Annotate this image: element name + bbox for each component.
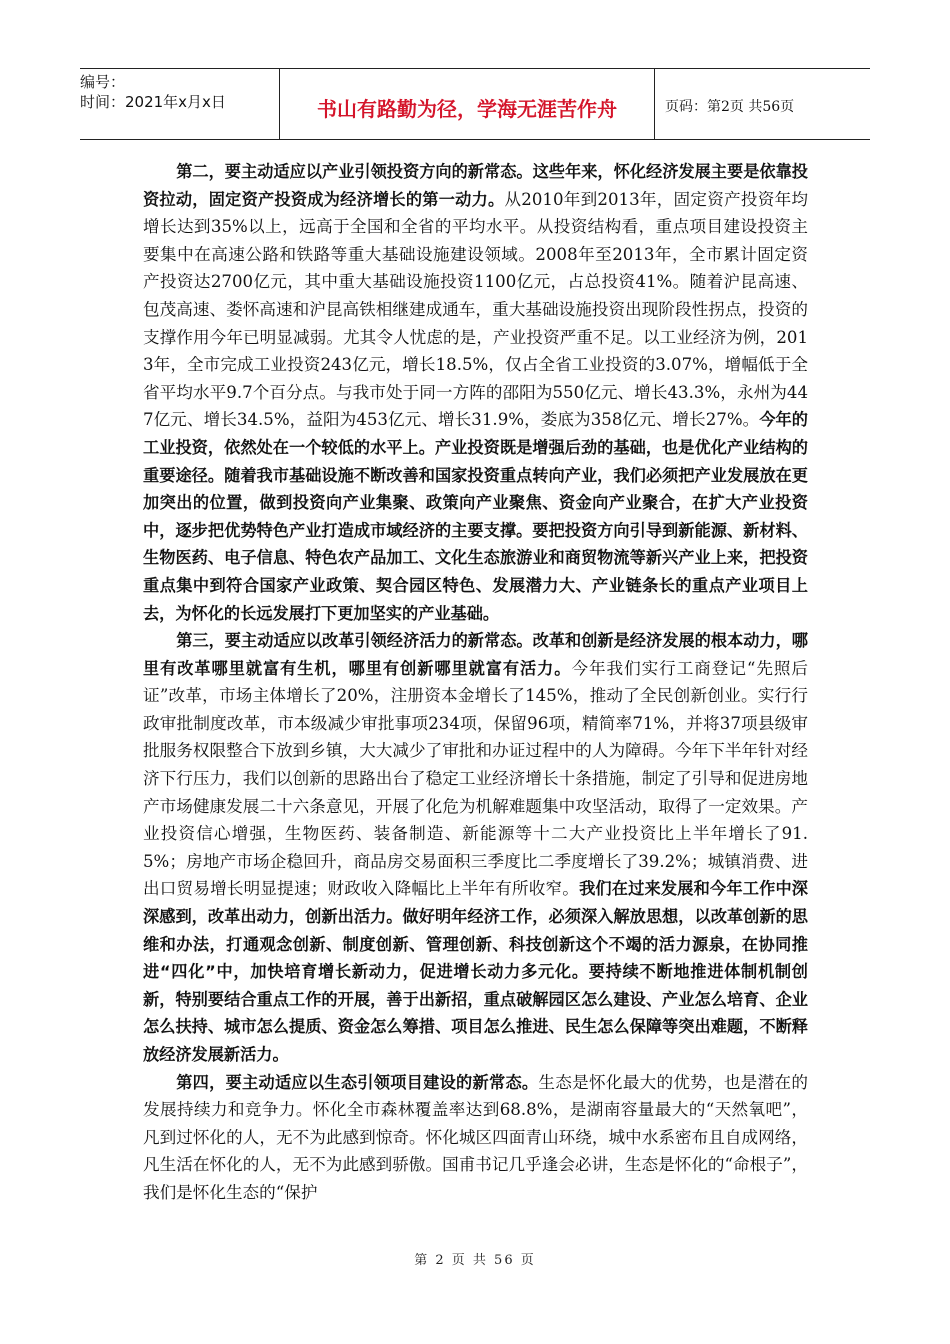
paragraph-2-lead: 第二，要主动适应以产业引领投资方向的新常态。这些年来，怀化经济发展主要是依靠投资拉动，固定资产投资成为经济增长的第一动力。 [143, 162, 808, 209]
header-motto: 书山有路勤为径，学海无涯苦作舟 [280, 69, 655, 139]
time-label: 时间：2021年x月x日 [80, 93, 226, 111]
header-page-info: 页码：第2页 共56页 [665, 99, 795, 115]
serial-label: 编号： [80, 73, 126, 91]
page-footer: 第 2 页 共 56 页 [414, 1253, 536, 1268]
paragraph-3-body: 今年我们实行工商登记“先照后证”改革，市场主体增长了20%，注册资本金增长了145%，推动了全民创新创业。实行行政审批制度改革，市本级减少审批事项234项，保留96项，精简率71%，并将37项县级审批服务权限整合下放到乡镇，大大减少了审批和办证过程中的人为障碍。今年下半年针对经济下行压力，我们以创新的思路出台了稳定工业经济增长十条措施，制定了引导和促进房地产市场健康发展二十六条意见，开展了化危为机解难题集中攻坚活动，取得了一定效果。产业投资信心增强，生物医药、装备制造、新能源等十二大产业投资比上半年增长了91.5%；房地产市场企稳回升，商品房交易面积三季度比二季度增长了39.2%；城镇消费、进出口贸易增长明显提速；财政收入降幅比上半年有所收窄。 [143, 658, 809, 899]
paragraph-4-body: 生态是怀化最大的优势，也是潜在的发展持续力和竞争力。怀化全市森林覆盖率达到68.8%，是湖南容量最大的“天然氧吧”，凡到过怀化的人，无不为此感到惊奇。怀化城区四面青山环绕，城中水系密布且自成网络，凡生活在怀化的人，无不为此感到骄傲。国甫书记几乎逢会必讲，生态是怀化的“命根子”，我们是怀化生态的“保护 [143, 1072, 809, 1202]
paragraph-3 [143, 627, 808, 1069]
paragraph-4-lead: 第四，要主动适应以生态引领项目建设的新常态。 [176, 1072, 539, 1092]
paragraph-4 [143, 1069, 808, 1207]
paragraph-2-body: 从2010年到2013年，固定资产投资年均增长达到35%以上，远高于全国和全省的平均水平。从投资结构看，重点项目建设投资主要集中在高速公路和铁路等重大基础设施建设领域。2008年至2013年，全市累计固定资产投资达2700亿元，其中重大基础设施投资1100亿元，占总投资41%。随着沪昆高速、包茂高速、娄怀高速和沪昆高铁相继建成通车，重大基础设施投资出现阶段性拐点，投资的支撑作用今年已明显减弱。尤其令人忧虑的是，产业投资严重不足。以工业经济为例，2013年，全市完成工业投资243亿元，增长18.5%，仅占全省工业投资的3.07%，增幅低于全省平均水平9.7个百分点。与我市处于同一方阵的邵阳为550亿元、增长43.3%，永州为447亿元、增长34.5%，益阳为453亿元、增长31.9%，娄底为358亿元、增长27%。 [143, 189, 808, 430]
header-meta [80, 69, 280, 139]
paragraph-3-lead: 第三，要主动适应以改革引领经济活力的新常态。改革和创新是经济发展的根本动力，哪里有改革哪里就富有生机，哪里有创新哪里就富有活力。 [143, 631, 808, 678]
paragraph-2 [143, 158, 808, 627]
page-header [80, 68, 870, 140]
paragraph-3-emphasis: 我们在过来发展和今年工作中深深感到，改革出动力，创新出活力。做好明年经济工作，必须深入解放思想，以改革创新的思维和办法，打通观念创新、制度创新、管理创新、科技创新这个不竭的活力源泉，在协同推进“四化”中，加快培育增长新动力，促进增长动力多元化。要持续不断地推进体制机制创新，特别要结合重点工作的开展，善于出新招，重点破解园区怎么建设、产业怎么培育、企业怎么扶持、城市怎么提质、资金怎么筹措、项目怎么推进、民生怎么保障等突出难题，不断释放经济发展新活力。 [143, 879, 808, 1064]
document-body [143, 158, 808, 1207]
paragraph-2-emphasis: 今年的工业投资，依然处在一个较低的水平上。产业投资既是增强后劲的基础，也是优化产业结构的重要途径。随着我市基础设施不断改善和国家投资重点转向产业，我们必须把产业发展放在更加突出的位置，做到投资向产业集聚、政策向产业聚焦、资金向产业聚合，在扩大产业投资中，逐步把优势特色产业打造成市域经济的主要支撑。要把投资方向引导到新能源、新材料、生物医药、电子信息、特色农产品加工、文化生态旅游业和商贸物流等新兴产业上来，把投资重点集中到符合国家产业政策、契合园区特色、发展潜力大、产业链条长的重点产业项目上去，为怀化的长远发展打下更加坚实的产业基础。 [143, 410, 808, 623]
